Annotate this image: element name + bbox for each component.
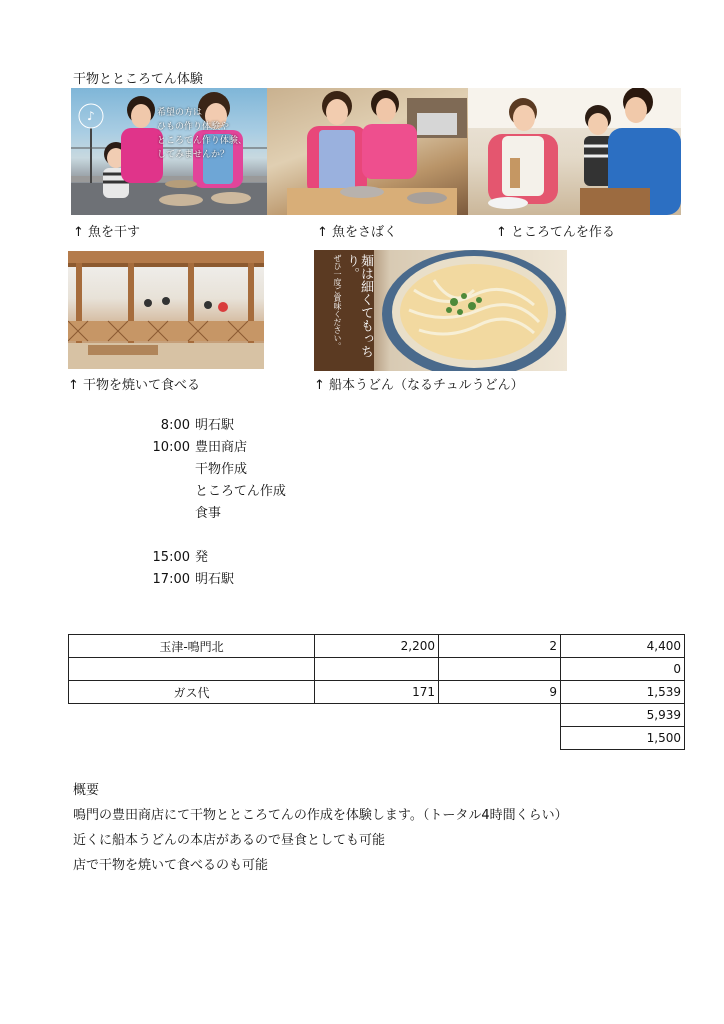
table-cell: 171 — [315, 681, 439, 704]
fish-filleting-photo — [267, 88, 468, 215]
overlay-line: 希望の方は — [157, 108, 203, 118]
document-title: 干物とところてん体験 — [73, 72, 203, 87]
schedule-text: ところてん作成 — [195, 484, 286, 499]
schedule-time: 15:00 — [152, 550, 190, 565]
table-cell — [439, 727, 561, 750]
schedule-text: 明石駅 — [195, 418, 235, 433]
table-cell — [69, 658, 315, 681]
schedule-text: 食事 — [195, 506, 222, 521]
table-cell: 4,400 — [561, 635, 685, 658]
table-row — [69, 704, 685, 727]
table-cell: 1,539 — [561, 681, 685, 704]
fish-drying-photo — [71, 88, 267, 215]
table-cell: 玉津-鳴門北 — [69, 635, 315, 658]
table-cell — [315, 704, 439, 727]
caption-grilled-himono: ↑ 干物を焼いて食べる — [68, 378, 201, 393]
grilled-himono-terrace-photo — [68, 251, 264, 369]
summary-line: 店で干物を焼いて食べるのも可能 — [73, 858, 269, 873]
overlay-line: ひもの作り体験や — [157, 122, 230, 132]
summary-heading: 概要 — [73, 783, 100, 798]
schedule-row — [142, 459, 286, 481]
schedule-row — [142, 547, 286, 569]
udon-overlay-text — [328, 254, 372, 370]
table-row — [69, 727, 685, 750]
schedule-time: 8:00 — [160, 418, 190, 433]
caption-funamoto-udon: ↑ 船本うどん（なるチュルうどん） — [314, 378, 524, 393]
table-cell — [69, 727, 315, 750]
summary-line: 近くに船本うどんの本店があるので昼食としても可能 — [73, 833, 386, 848]
summary-line: 鳴門の豊田商店にて干物とところてんの作成を体験します。（トータル4時間くらい） — [73, 808, 568, 823]
summary-section — [73, 778, 568, 878]
table-cell — [439, 658, 561, 681]
per-person-cell: 1,500 — [561, 727, 685, 750]
table-row — [69, 681, 685, 704]
schedule-time: 10:00 — [152, 440, 190, 455]
table-cell: 0 — [561, 658, 685, 681]
schedule — [142, 415, 286, 591]
table-row — [69, 658, 685, 681]
tokoroten-making-photo — [468, 88, 681, 215]
svg-text:♪: ♪ — [87, 109, 95, 123]
schedule-text: 豊田商店 — [195, 440, 248, 455]
table-cell — [315, 658, 439, 681]
table-row — [69, 635, 685, 658]
schedule-text: 発 — [195, 550, 209, 565]
table-cell: 2 — [439, 635, 561, 658]
schedule-row — [142, 569, 286, 591]
table-cell — [439, 704, 561, 727]
fish-drying-overlay-text — [157, 106, 265, 162]
schedule-row — [142, 415, 286, 437]
funamoto-udon-photo — [314, 250, 567, 371]
schedule-row — [142, 437, 286, 459]
table-cell: 2,200 — [315, 635, 439, 658]
overlay-line: ところてん作り体験、 — [157, 136, 247, 146]
overlay-line: ぜひ一度ご賞味ください。 — [333, 254, 342, 350]
table-cell: 9 — [439, 681, 561, 704]
table-cell — [69, 704, 315, 727]
schedule-row — [142, 525, 286, 547]
schedule-time: 17:00 — [152, 572, 190, 587]
table-cell — [315, 727, 439, 750]
overlay-line: 麺は細くてもっちり。 — [344, 254, 373, 358]
schedule-text: 干物作成 — [195, 462, 248, 477]
cost-table — [68, 634, 685, 750]
schedule-row — [142, 503, 286, 525]
caption-tokoroten-making: ↑ ところてんを作る — [496, 225, 615, 240]
overlay-line: してみませんか？ — [157, 150, 230, 160]
caption-fish-drying: ↑ 魚を干す — [73, 225, 141, 240]
schedule-text: 明石駅 — [195, 572, 235, 587]
caption-fish-filleting: ↑ 魚をさばく — [317, 225, 398, 240]
total-cell: 5,939 — [561, 704, 685, 727]
table-cell: ガス代 — [69, 681, 315, 704]
schedule-row — [142, 481, 286, 503]
